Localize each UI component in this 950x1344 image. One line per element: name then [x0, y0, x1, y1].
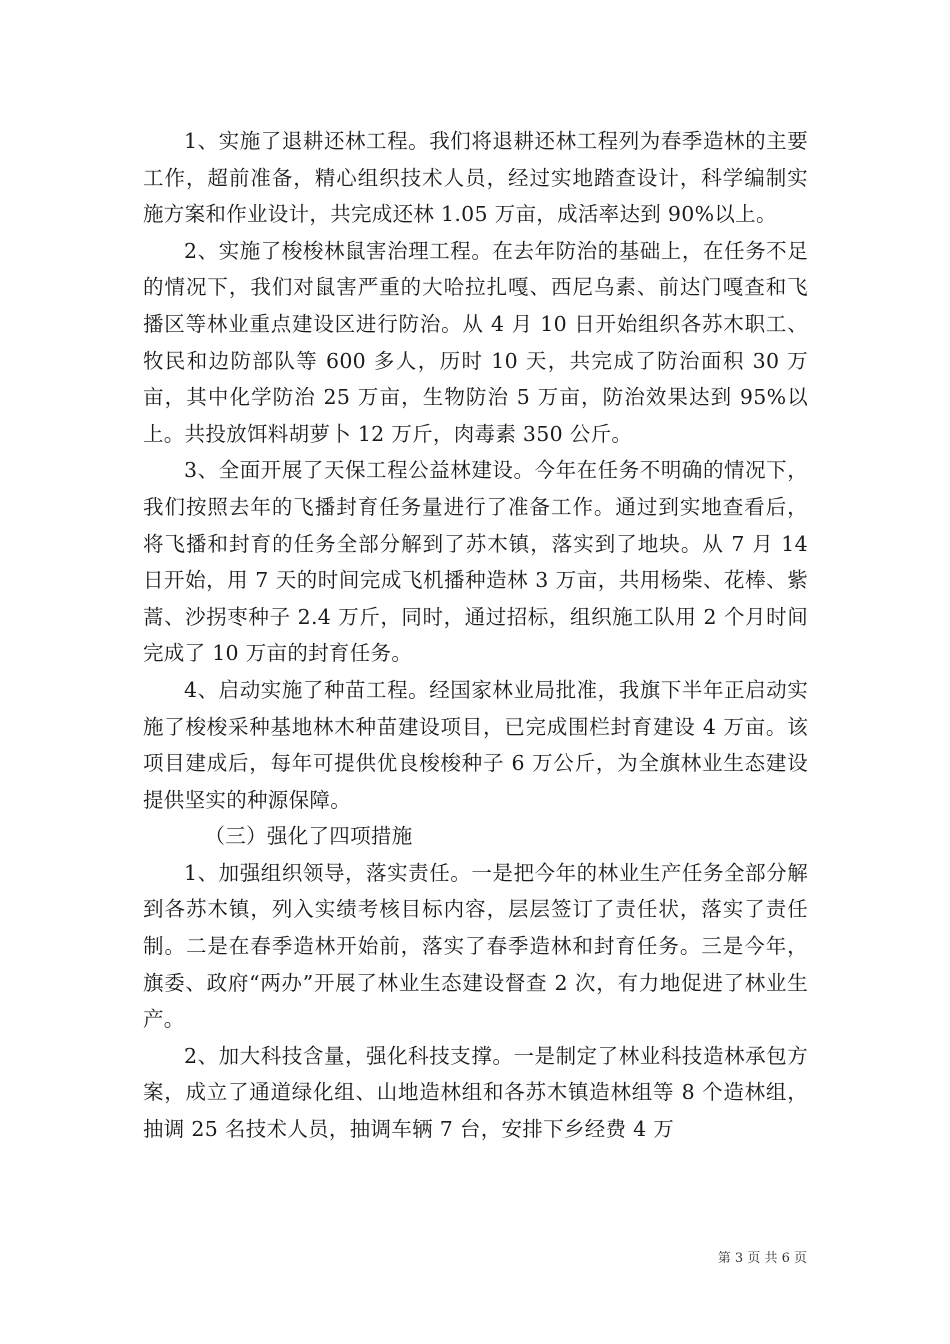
page-number: 第 3 页 共 6 页 — [717, 1251, 807, 1266]
paragraph-4: 4、启动实施了种苗工程。经国家林业局批准，我旗下半年正启动实施了梭梭采种基地林木种苗建设项目，已完成围栏封育建设 4 万亩。该项目建成后，每年可提供优良梭梭种子 6 万公斤，为全旗林业生态建设提供坚实的种源保障。 — [143, 677, 808, 812]
document-body — [143, 123, 808, 1148]
paragraph-5: 1、加强组织领导，落实责任。一是把今年的林业生产任务全部分解到各苏木镇，列入实绩考核目标内容，层层签订了责任状，落实了责任制。二是在春季造林开始前，落实了春季造林和封育任务。三是今年，旗委、政府“两办”开展了林业生态建设督查 2 次，有力地促进了林业生产。 — [143, 860, 808, 1032]
paragraph-3: 3、全面开展了天保工程公益林建设。今年在任务不明确的情况下，我们按照去年的飞播封育任务量进行了准备工作。通过到实地查看后，将飞播和封育的任务全部分解到了苏木镇，落实到了地块。从 7 月 14 日开始，用 7 天的时间完成飞机播种造林 3 万亩，共用杨柴、花棒、紫蒿、沙拐枣种子 2.4 万斤，同时，通过招标，组织施工队用 2 个月时间完成了 10 万亩的封育任务。 — [143, 458, 808, 666]
paragraph-6: 2、加大科技含量，强化科技支撑。一是制定了林业科技造林承包方案，成立了通道绿化组、山地造林组和各苏木镇造林组等 8 个造林组，抽调 25 名技术人员，抽调车辆 7 台，安排下乡经费 4 万 — [143, 1043, 808, 1142]
paragraph-2: 2、实施了梭梭林鼠害治理工程。在去年防治的基础上，在任务不足的情况下，我们对鼠害严重的大哈拉扎嘎、西尼乌素、前达门嘎查和飞播区等林业重点建设区进行防治。从 4 月 10 日开始组织各苏木职工、牧民和边防部队等 600 多人，历时 10 天，共完成了防治面积 30 万亩，其中化学防治 25 万亩，生物防治 5 万亩，防治效果达到 95%以上。共投放饵料胡萝卜 12 万斤，肉毒素 350 公斤。 — [143, 238, 808, 446]
paragraph-1: 1、实施了退耕还林工程。我们将退耕还林工程列为春季造林的主要工作，超前准备，精心组织技术人员，经过实地踏查设计，科学编制实施方案和作业设计，共完成还林 1.05 万亩，成活率达到 90%以上。 — [143, 129, 808, 227]
section-heading: （三）强化了四项措施 — [204, 824, 413, 849]
